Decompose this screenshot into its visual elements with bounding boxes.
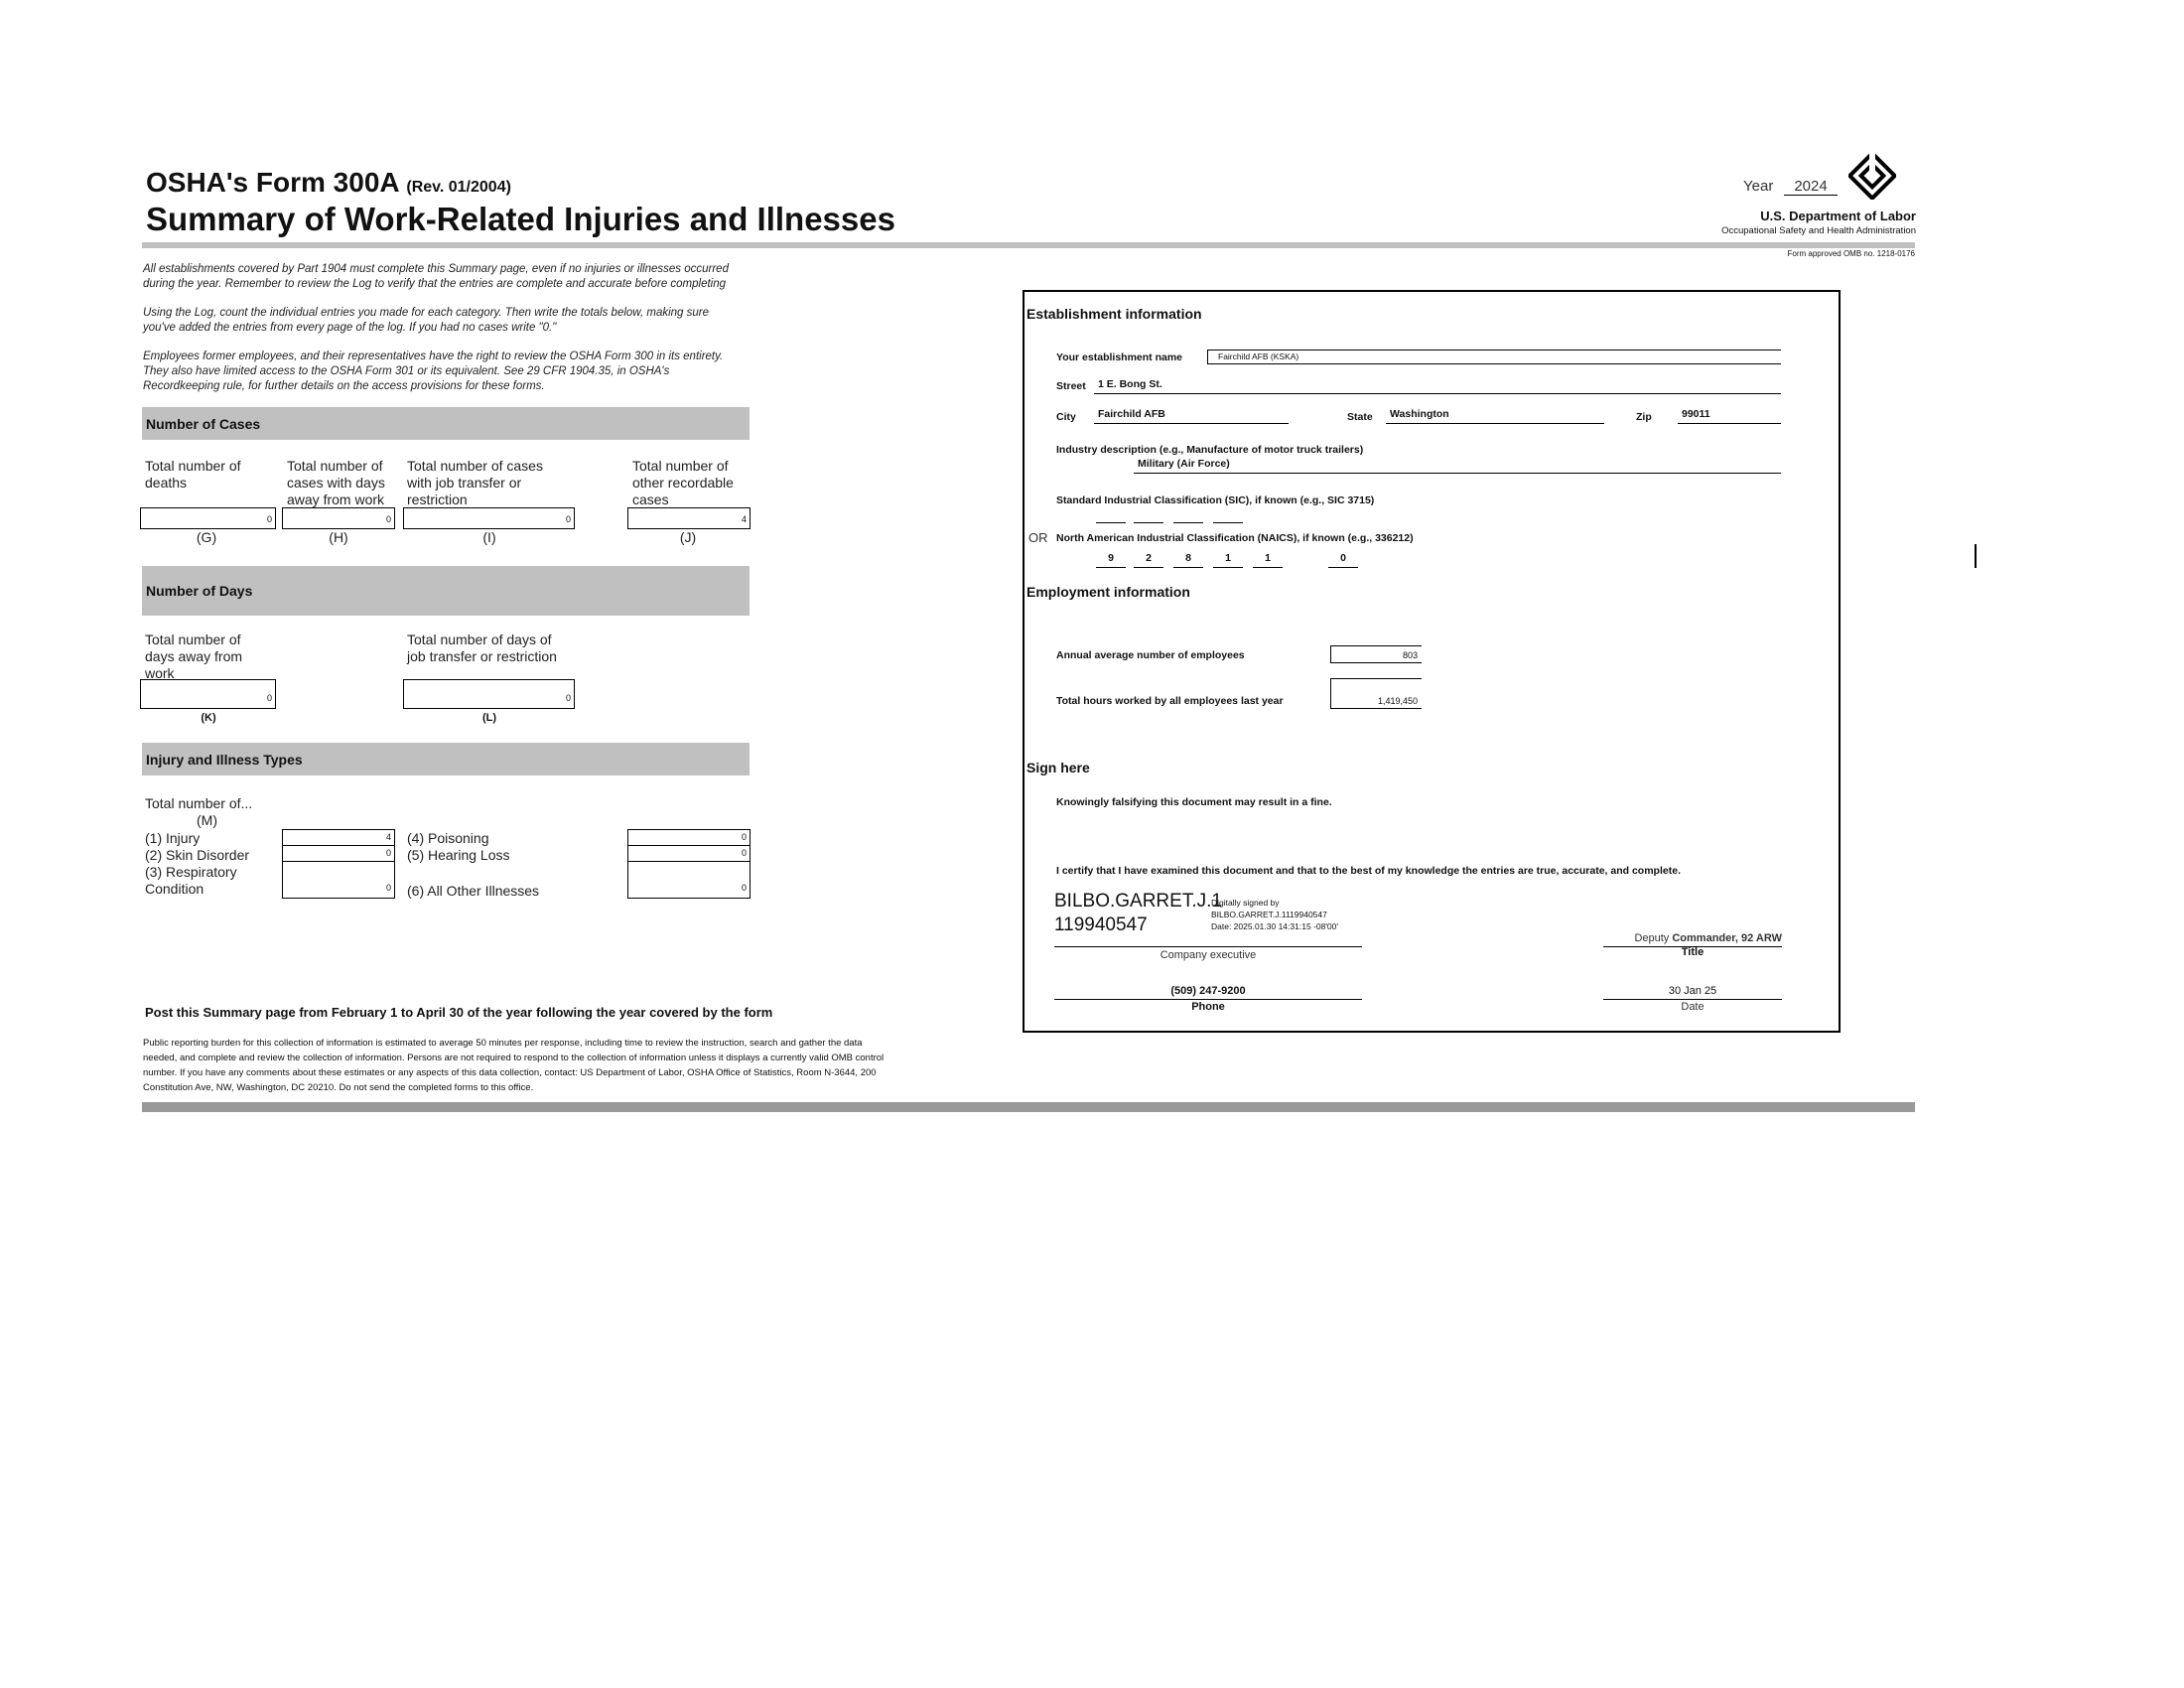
zip-field[interactable]: 99011 — [1678, 408, 1781, 424]
respiratory-field[interactable]: 0 — [282, 861, 395, 899]
burden-statement: Public reporting burden for this collection of information is estimated to average 50 minutes per response, including time to review the instruction, search and gather the data needed, and complete and review the collection of information. Persons are not required to respond to the collection of information unless it displays a currently valid OMB control number. If you have any comments about these estimates or any aspects of this data collection, contact: US Department of Labor, OSHA Office of Statistics, Room N-3644, 200 Constitution Ave, NW, Washington, DC 20210. Do not send the completed forms to this office. — [143, 1038, 885, 1093]
sic-digit-3[interactable] — [1173, 522, 1203, 523]
other-illnesses-field[interactable]: 0 — [627, 861, 751, 899]
zip-label: Zip — [1636, 411, 1652, 423]
days-heading: Number of Days — [142, 566, 750, 616]
year-field[interactable]: 2024 — [1784, 178, 1838, 196]
deaths-field[interactable]: 0 — [140, 507, 276, 529]
skin-disorder-field[interactable]: 0 — [282, 845, 395, 862]
types-total-label: Total number of... — [145, 795, 253, 811]
post-notice: Post this Summary page from February 1 to April 30 of the year following the year covered by the form — [145, 1005, 773, 1020]
other-illnesses-label: (6) All Other Illnesses — [407, 883, 540, 899]
sic-digit-1[interactable] — [1096, 522, 1126, 523]
transfer-cases-field[interactable]: 0 — [403, 507, 575, 529]
naics-digit-6[interactable]: 0 — [1328, 552, 1358, 568]
date-field[interactable]: 30 Jan 25 — [1668, 985, 1717, 997]
certify-statement: I certify that I have examined this document and that to the best of my knowledge the entries are true, accurate, and complete. — [1056, 865, 1681, 877]
date-label: Date — [1681, 1001, 1705, 1013]
industry-label: Industry description (e.g., Manufacture of motor truck trailers) — [1056, 444, 1364, 456]
hours-field[interactable]: 1,419,450 — [1330, 678, 1422, 709]
footer-rule — [142, 1102, 1915, 1112]
injury-field[interactable]: 4 — [282, 829, 395, 846]
sic-digit-2[interactable] — [1134, 522, 1163, 523]
title-value: Commander, 92 ARW — [1672, 932, 1782, 944]
naics-digit-2[interactable]: 2 — [1134, 552, 1163, 568]
digital-line-2: BILBO.GARRET.J.1119940547 — [1211, 910, 1327, 919]
respiratory-label: (3) Respiratory Condition — [145, 864, 237, 897]
digital-line-3: Date: 2025.01.30 14:31:15 -08'00' — [1211, 921, 1339, 931]
omb-number: Form approved OMB no. 1218-0176 — [1787, 249, 1915, 258]
naics-label: North American Industrial Classification (NAICS), if known (e.g., 336212) — [1056, 532, 1414, 544]
phone-line — [1054, 999, 1362, 1000]
establishment-name-field[interactable]: Fairchild AFB (KSKA) — [1207, 350, 1781, 364]
employees-label: Annual average number of employees — [1056, 649, 1245, 661]
transfer-days-label: Total number of days of job transfer or restriction — [407, 632, 557, 664]
signature-line-1: BILBO.GARRET.J.1 — [1054, 891, 1222, 912]
code-i: (I) — [482, 529, 496, 545]
transfer-cases-label: Total number of cases with job transfer or restriction — [407, 458, 543, 507]
poisoning-field[interactable]: 0 — [627, 829, 751, 846]
street-field[interactable]: 1 E. Bong St. — [1094, 378, 1781, 394]
establishment-name-label: Your establishment name — [1056, 352, 1183, 363]
naics-digit-1[interactable]: 9 — [1096, 552, 1126, 568]
days-away-cases-field[interactable]: 0 — [282, 507, 395, 529]
establishment-heading: Establishment information — [1026, 306, 1202, 322]
signature-line-2: 119940547 — [1054, 914, 1148, 935]
naics-digit-4[interactable]: 1 — [1213, 552, 1243, 568]
form-name: OSHA's Form 300A (Rev. 01/2004) — [146, 167, 511, 198]
transfer-days-field[interactable]: 0 — [403, 679, 575, 709]
instruction-3: Employees former employees, and their representatives have the right to review the OSHA Form 300 in its entirety. They also have limited access to the OSHA Form 301 or its equivalent. See 29 CFR 1904.35, in OSHA's Recordkeeping rule, for further details on the access provisions for these forms. — [143, 351, 724, 392]
phone-label: Phone — [1191, 1001, 1225, 1013]
form-revision: (Rev. 01/2004) — [406, 179, 511, 196]
department-name: U.S. Department of Labor — [1760, 209, 1916, 223]
city-label: City — [1056, 411, 1076, 423]
skin-disorder-label: (2) Skin Disorder — [145, 847, 250, 863]
injury-label: (1) Injury — [145, 830, 201, 846]
sign-heading: Sign here — [1026, 760, 1090, 775]
days-away-cases-label: Total number of cases with days away from work — [287, 458, 385, 507]
deaths-label: Total number of deaths — [145, 458, 241, 491]
header-rule — [142, 242, 1915, 248]
days-away-field[interactable]: 0 — [140, 679, 276, 709]
code-h: (H) — [329, 529, 348, 545]
code-k: (K) — [201, 712, 216, 724]
text-cursor — [1975, 544, 1977, 568]
employment-heading: Employment information — [1026, 584, 1190, 600]
date-line — [1603, 999, 1782, 1000]
code-m: (M) — [197, 812, 217, 828]
title-field[interactable] — [1603, 932, 1782, 944]
employees-field[interactable]: 803 — [1330, 645, 1422, 663]
state-label: State — [1347, 411, 1373, 423]
cases-heading: Number of Cases — [142, 407, 750, 440]
poisoning-label: (4) Poisoning — [407, 830, 489, 846]
naics-digit-5[interactable]: 1 — [1253, 552, 1283, 568]
code-g: (G) — [196, 529, 217, 545]
other-cases-label: Total number of other recordable cases — [632, 458, 734, 507]
instruction-1: All establishments covered by Part 1904 must complete this Summary page, even if no injuries or illnesses occurred during the year. Remember to review the Log to verify that the entries are complete and accurate before completing — [143, 263, 729, 290]
hours-label: Total hours worked by all employees last year — [1056, 695, 1284, 707]
naics-digit-3[interactable]: 8 — [1173, 552, 1203, 568]
code-j: (J) — [679, 529, 697, 545]
hearing-loss-field[interactable]: 0 — [627, 845, 751, 862]
hearing-loss-label: (5) Hearing Loss — [407, 847, 510, 863]
days-away-label: Total number of days away from work — [145, 632, 243, 681]
types-heading: Injury and Illness Types — [142, 743, 750, 775]
digital-signature-info — [1211, 897, 1338, 932]
city-field[interactable]: Fairchild AFB — [1094, 408, 1289, 424]
year-label: Year — [1743, 178, 1774, 195]
state-field[interactable]: Washington — [1386, 408, 1604, 424]
title-prefix: Deputy — [1634, 932, 1670, 944]
sic-digit-4[interactable] — [1213, 522, 1243, 523]
signature[interactable] — [1054, 890, 1222, 937]
falsify-warning: Knowingly falsifying this document may result in a fine. — [1056, 796, 1332, 808]
other-cases-field[interactable]: 4 — [627, 507, 751, 529]
sic-label: Standard Industrial Classification (SIC), if known (e.g., SIC 3715) — [1056, 494, 1375, 506]
page-title: Summary of Work-Related Injuries and Illnesses — [146, 201, 895, 237]
or-label: OR — [1028, 530, 1048, 545]
digital-line-1: Digitally signed by — [1211, 898, 1280, 908]
executive-line — [1054, 946, 1362, 947]
instruction-2: Using the Log, count the individual entries you made for each category. Then write the totals below, making sure you've added the entries from every page of the log. If you had no cases write "0." — [143, 307, 709, 334]
industry-field[interactable]: Military (Air Force) — [1134, 458, 1781, 474]
administration-name: Occupational Safety and Health Administration — [1721, 225, 1916, 236]
dol-logo-icon — [1848, 152, 1896, 200]
executive-label: Company executive — [1160, 949, 1257, 961]
code-l: (L) — [481, 712, 497, 724]
street-label: Street — [1056, 380, 1086, 392]
title-label: Title — [1681, 946, 1705, 958]
phone-field[interactable]: (509) 247-9200 — [1170, 985, 1246, 997]
